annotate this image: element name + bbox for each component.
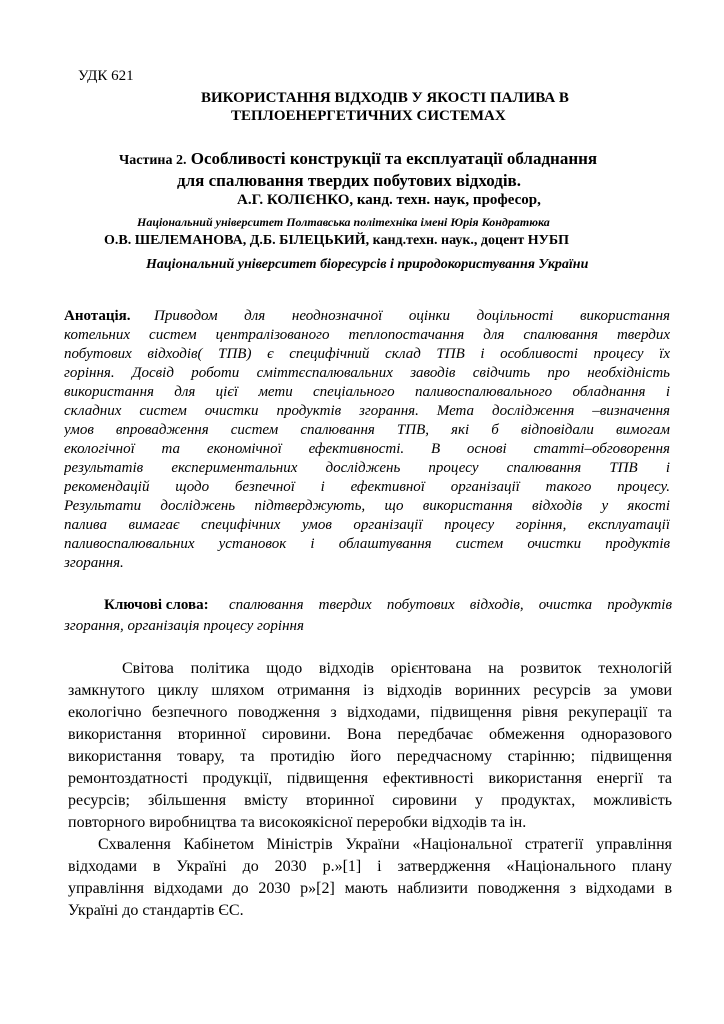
- abstract-line: рекомендацій щодо безпечної і ефективної організації такого процесу.: [64, 479, 670, 495]
- abstract-label: Анотація.: [64, 308, 131, 324]
- abstract-line: палива вимагає специфічних умов організації процесу горіння, експлуатації: [64, 517, 670, 533]
- part-title-line-1: Особливості конструкції та експлуатації обладнання: [190, 149, 598, 168]
- abstract-line: умов впровадження систем спалювання ТПВ, які б відповідали вимогам: [64, 422, 670, 438]
- body-line: відходами в Україні до 2030 р.»[1] і затвердження «Національного плану: [68, 858, 672, 875]
- author-1: А.Г. КОЛІЄНКО, канд. техн. наук, професор,: [237, 192, 541, 208]
- abstract-line: Результати досліджень підтверджують, що використання відходів у якості: [64, 498, 670, 514]
- body-line: повторного виробництва та високоякісної переробки відходів та ін.: [68, 814, 527, 831]
- body-line: замкнутого циклу шляхом отримання із відходів воринних ресурсів за умови: [68, 682, 672, 699]
- keywords-label: Ключові слова:: [104, 597, 209, 613]
- abstract-line: використання для цієї мети спеціального паливоспалювального обладнання і: [64, 384, 670, 400]
- body-line: екологічно безпечного поводження з відходами, підвищення рівня рекуперації та: [68, 704, 672, 721]
- abstract-line: побутових відходів( ТПВ) є специфічний склад ТПВ і особливості процесу їх: [64, 346, 670, 362]
- abstract-line: складних систем очистки продуктів згорання. Мета дослідження –визначення: [64, 403, 670, 419]
- abstract-first-line: [64, 306, 670, 326]
- udc-code: УДК 621: [78, 68, 134, 84]
- abstract: [64, 306, 670, 596]
- body-line: ремонтоздатності продукції, підвищення ефективності використання енергії та: [68, 770, 672, 787]
- affiliation-2: Національний університет біоресурсів і природокористування України: [146, 257, 589, 272]
- body-line: управління відходами до 2030 р»[2] мають наблизити поводження з відходами в: [68, 880, 672, 897]
- author-2: О.В. ШЕЛЕМАНОВА, Д.Б. БІЛЕЦЬКИЙ, канд.техн. наук., доцент НУБП: [104, 233, 570, 248]
- abstract-line: екологічної та економічної ефективності. В основі статті–обговорення: [64, 441, 670, 457]
- body-text: [68, 658, 672, 948]
- keywords-line-1: спалювання твердих побутових відходів, очистка продуктів: [229, 597, 672, 613]
- abstract-line: котельних систем централізованого теплопостачання для спалювання твердих: [64, 327, 670, 343]
- abstract-line: згорання.: [64, 555, 124, 571]
- part-heading-line-1: [119, 149, 597, 169]
- title-line-1: ВИКОРИСТАННЯ ВІДХОДІВ У ЯКОСТІ ПАЛИВА В: [201, 90, 569, 106]
- affiliation-1: Національний університет Полтавська політехніка імені Юрія Кондратюка: [137, 215, 550, 229]
- keywords-line-2: згорання, організація процесу горіння: [64, 618, 304, 634]
- title-line-2: ТЕПЛОЕНЕРГЕТИЧНИХ СИСТЕМАХ: [231, 108, 506, 124]
- keywords-first-line: [64, 595, 672, 615]
- body-line: Схвалення Кабінетом Міністрів України «Національної стратегії управління: [98, 836, 672, 853]
- abstract-line: Приводом для неоднозначної оцінки доцільності використання: [154, 308, 670, 324]
- body-line: Світова політика щодо відходів орієнтована на розвиток технологій: [122, 660, 672, 677]
- body-line: Україні до стандартів ЄС.: [68, 902, 244, 919]
- body-line: ресурсів; збільшення вмісту вторинної сировини у продуктах, можливість: [68, 792, 672, 809]
- body-line: використання товару, та протидію його передчасному старінню; підвищення: [68, 748, 672, 765]
- abstract-line: результатів експериментальних досліджень процесу спалювання ТПВ і: [64, 460, 670, 476]
- abstract-line: горіння. Досвід роботи сміттєспалювальних заводів свідчить про необхідність: [64, 365, 670, 381]
- keywords: [64, 595, 672, 639]
- body-line: використання вторинної сировини. Вона передбачає обмеження одноразового: [68, 726, 672, 743]
- abstract-line: паливоспалювальних установок і облаштування систем очистки продуктів: [64, 536, 670, 552]
- part-title-line-2: для спалювання твердих побутових відходів.: [177, 171, 521, 190]
- part-label: Частина 2.: [119, 153, 187, 168]
